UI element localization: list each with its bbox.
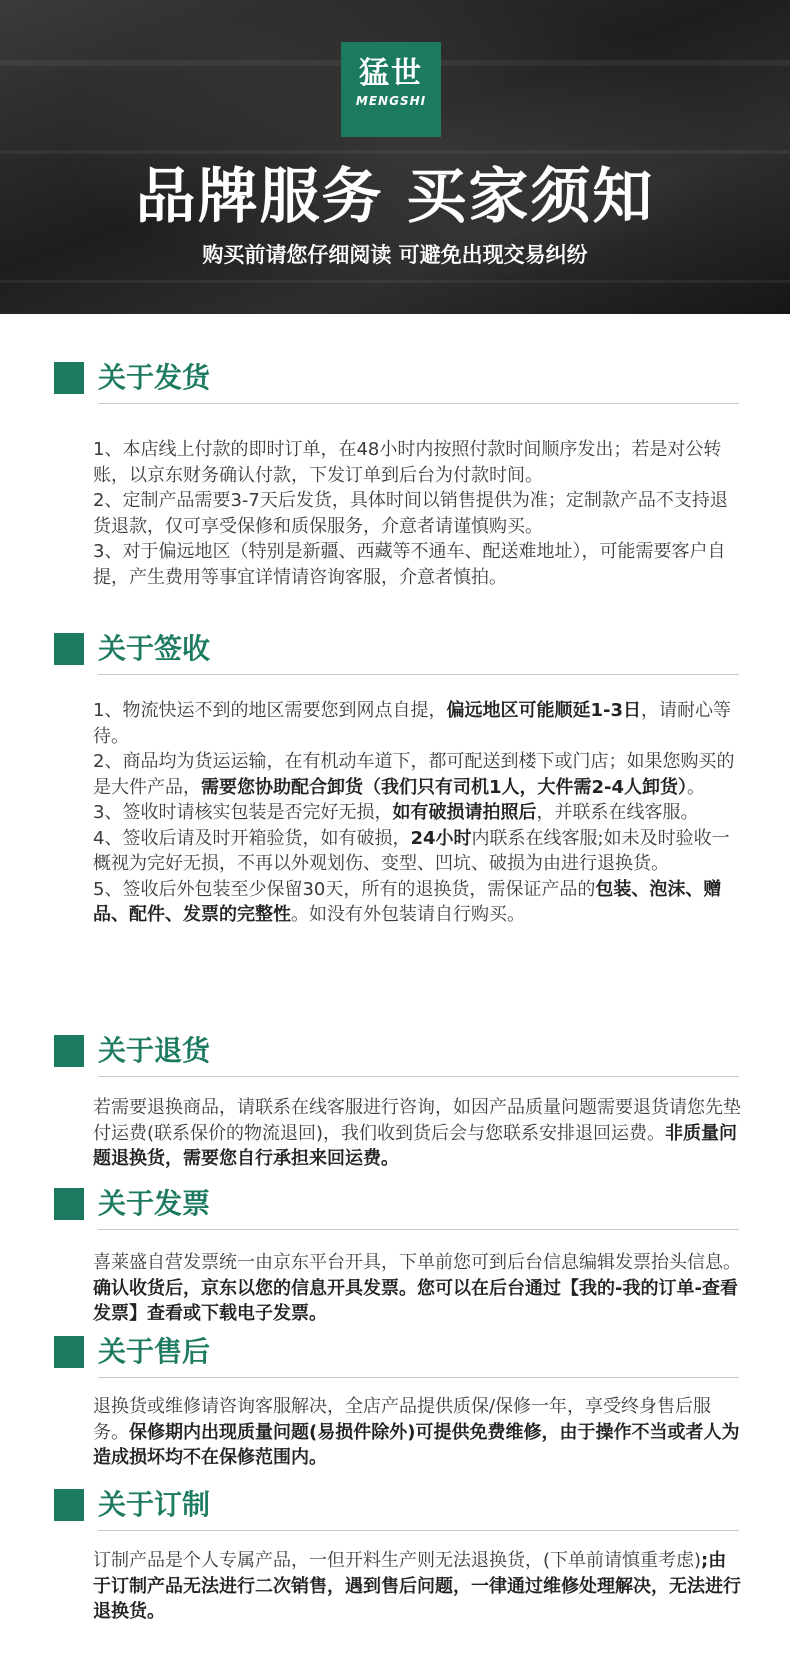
paragraph [93, 1250, 743, 1327]
emphasis-text: 需要您协助配合卸货（我们只有司机1人，大件需2-4人卸货） [201, 776, 688, 798]
paragraph [93, 1394, 743, 1471]
section-body-custom [93, 1548, 743, 1625]
section-title: 关于退货 [98, 1034, 211, 1067]
text-run: 2、商品均为货运运输，在有机动车道下，都可配送到楼下或门店；如果您购买的是大件产品， [93, 751, 735, 798]
hero-banner [0, 0, 790, 314]
text-run: 喜莱盛自营发票统一由京东平台开具，下单前您可到后台信息编辑发票抬头信息。 [93, 1252, 741, 1273]
page-subtitle: 购买前请您仔细阅读 可避免出现交易纠纷 [202, 243, 588, 267]
text-run: 若需要退换商品，请联系在线客服进行咨询，如因产品质量问题需要退货请您先垫付运费(联系保价的物流退回)，我们收到货后会与您联系安排退回运费。 [93, 1097, 741, 1144]
section-marker [54, 1035, 84, 1067]
paragraph [93, 826, 743, 877]
paragraph [93, 488, 743, 539]
paragraph [93, 1095, 743, 1172]
text-run: 3、对于偏远地区（特别是新疆、西藏等不通车、配送难地址），可能需要客户自提，产生费用等事宜详情请咨询客服，介意者慎拍。 [93, 541, 726, 588]
page-title: 品牌服务 买家须知 [135, 162, 655, 232]
emphasis-text: 非质量问题退换货，需要您自行承担来回运费。 [93, 1122, 738, 1169]
section-title: 关于签收 [98, 632, 211, 665]
section-body-receiving [93, 698, 743, 928]
section-marker [54, 362, 84, 394]
section-body-returns [93, 1095, 743, 1172]
section-header-receiving [54, 629, 739, 669]
section-marker [54, 1489, 84, 1521]
emphasis-text: 如有破损请拍照后 [392, 802, 537, 823]
emphasis-text: 偏远地区可能顺延1-3日 [446, 700, 641, 721]
section-header-custom [54, 1485, 739, 1525]
section-header-shipping [54, 358, 739, 398]
section-body-shipping [93, 437, 743, 590]
text-run: 1、物流快运不到的地区需要您到网点自提， [93, 700, 447, 721]
text-run: 订制产品是个人专属产品，一但开料生产则无法退换货，(下单前请慎重考虑) [93, 1550, 702, 1571]
paragraph [93, 539, 743, 590]
section-marker [54, 1336, 84, 1368]
section-marker [54, 633, 84, 665]
emphasis-text: 包装、泡沫、赠品、配件、发票的完整性 [93, 878, 722, 925]
section-title: 关于订制 [98, 1488, 211, 1521]
paragraph [93, 1548, 743, 1625]
text-run: 。如没有外包装请自行购买。 [291, 904, 525, 925]
section-divider [98, 1377, 739, 1378]
section-title: 关于发票 [98, 1187, 211, 1220]
section-title: 关于售后 [98, 1335, 211, 1368]
text-run: 3、签收时请核实包装是否完好无损， [93, 802, 393, 823]
logo-english-text: MENGSHI [355, 94, 427, 108]
text-run: 退换货或维修请咨询客服解决，全店产品提供质保/保修一年，享受终身售后服务。 [93, 1396, 712, 1443]
section-marker [54, 1188, 84, 1220]
section-body-invoice [93, 1250, 743, 1327]
emphasis-text: 确认收货后，京东以您的信息开具发票。您可以在后台通过【我的-我的订单-查看发票】查看或下载电子发票。 [93, 1277, 738, 1324]
background-stripe [0, 150, 790, 154]
emphasis-text: ;由于订制产品无法进行二次销售，遇到售后问题，一律通过维修处理解决，无法进行退换货。 [93, 1550, 741, 1622]
section-header-invoice [54, 1184, 739, 1224]
section-title: 关于发货 [98, 361, 211, 394]
text-run: 。 [687, 776, 706, 798]
section-divider [98, 1229, 739, 1230]
paragraph [93, 437, 743, 488]
section-divider [98, 403, 739, 404]
text-run: 5、签收后外包装至少保留30天，所有的退换货，需保证产品的 [93, 878, 596, 900]
text-run: 4、签收后请及时开箱验货，如有破损， [93, 827, 411, 849]
section-divider [98, 1530, 739, 1531]
paragraph [93, 877, 743, 928]
section-divider [98, 674, 739, 675]
paragraph [93, 800, 743, 826]
paragraph [93, 749, 743, 800]
section-body-aftersales [93, 1394, 743, 1471]
section-divider [98, 1076, 739, 1077]
brand-logo [341, 42, 441, 137]
text-run: ，请耐心等待。 [93, 700, 731, 747]
text-run: 2、定制产品需要3-7天后发货，具体时间以销售提供为准；定制款产品不支持退货退款，仅可享受保修和质保服务，介意者请谨慎购买。 [93, 490, 728, 537]
text-run: 内联系在线客服;如未及时验收一概视为完好无损，不再以外观划伤、变型、凹坑、破损为由进行退换货。 [93, 827, 730, 874]
section-header-returns [54, 1031, 739, 1071]
emphasis-text: 24小时 [410, 827, 472, 849]
section-header-aftersales [54, 1332, 739, 1372]
emphasis-text: 保修期内出现质量问题(易损件除外)可提供免费维修，由于操作不当或者人为造成损坏均不在保修范围内。 [93, 1421, 740, 1468]
background-stripe [0, 280, 790, 283]
text-run: ，并联系在线客服。 [536, 802, 699, 823]
text-run: 1、本店线上付款的即时订单，在48小时内按照付款时间顺序发出；若是对公转账，以京东财务确认付款，下发订单到后台为付款时间。 [93, 439, 722, 486]
logo-chinese-text: 猛世 [359, 56, 423, 91]
paragraph [93, 698, 743, 749]
